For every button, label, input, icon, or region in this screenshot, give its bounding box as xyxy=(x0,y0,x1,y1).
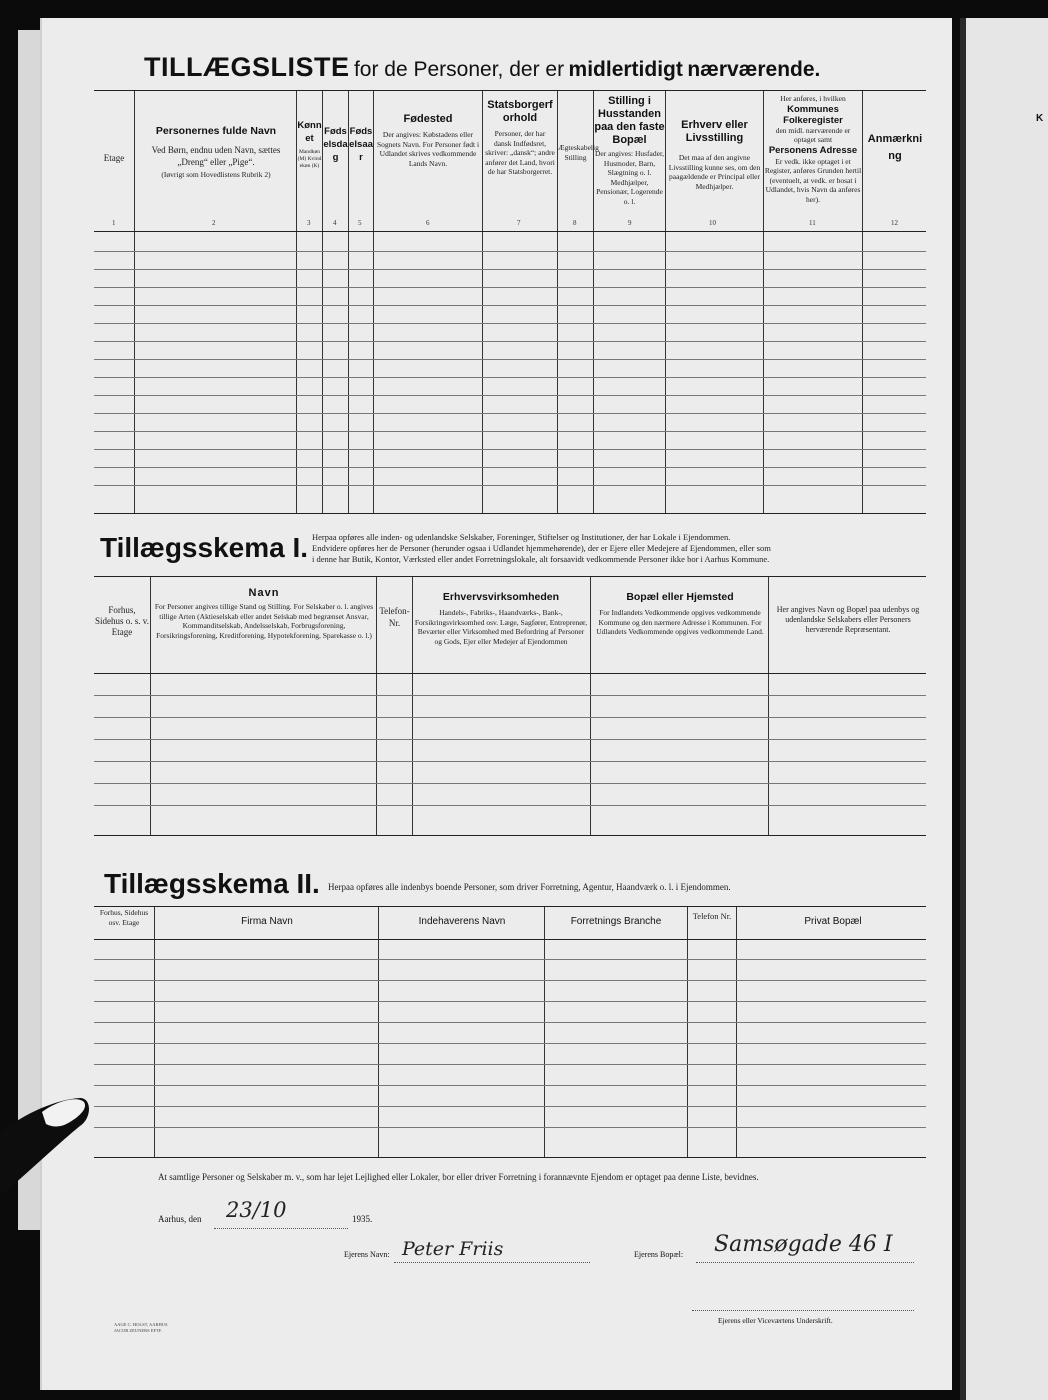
footer-statement: At samtlige Personer og Selskaber m. v., som har lejet Lejlighed eller Lokaler, bor eller driver Forretning i forannævnte Ejendom er optaget paa denne Liste, bevidnes. xyxy=(158,1172,759,1182)
owner-address-label: Ejerens Bopæl: xyxy=(634,1250,684,1259)
s1-col-erhverv xyxy=(414,591,588,646)
col-foedested xyxy=(376,113,480,168)
schema1-desc-line3: i denne har Butik, Kontor, Værksted eller andet Forretningslokale, alt forsaavidt vedkommende Personer ikke bor i Aarhus Kommune. xyxy=(312,554,770,564)
schema2-title: Tillægsskema II. xyxy=(104,868,320,899)
col-stilling-title: Stilling i Husstanden paa den faste Bopæl xyxy=(594,95,665,146)
date-line xyxy=(214,1228,348,1229)
col-number-5: 5 xyxy=(358,219,362,227)
s1-col-navn-note: For Personer angives tillige Stand og Stilling. For Selskaber o. l. angives tillige Arten (Aktieselskab eller andet Selskab med begrænset Ansvar, Kommanditselskab, Andelsselskab, Forbrugsforening, Forsikringsforening, Kreditforening, Hypotekforening, Sparekasse o. l.) xyxy=(154,602,374,640)
col-etage: Etage xyxy=(103,153,125,163)
title-word-naervaerende: nærværende. xyxy=(687,58,821,81)
signature-line xyxy=(692,1310,914,1311)
col-number-7: 7 xyxy=(517,219,521,227)
col-foedselsdag-title: Fødselsdag xyxy=(323,126,348,163)
s1-col-bopael xyxy=(594,591,766,637)
owner-address-handwriting: Samsøgade 46 I xyxy=(714,1232,893,1257)
col-number-12: 12 xyxy=(891,219,898,227)
col-stilling-note: Der angives: Husfader, Husmoder, Barn, Slægtning o. l. Medhjælper, Pensionær, Logerende o. l. xyxy=(594,149,665,206)
col-number-2: 2 xyxy=(212,219,216,227)
schema1-desc-line2: Endvidere opføres her de Personer (herunder ogsaa i Udlandet hjemmehørende), der er Ejere eller Medejere af Ejendommen, eller som xyxy=(312,543,771,553)
col-number-11: 11 xyxy=(809,219,816,227)
facing-page-letter: K xyxy=(1036,113,1044,124)
col-number-3: 3 xyxy=(307,219,311,227)
col-erhverv xyxy=(667,119,762,191)
form-page xyxy=(40,18,952,1390)
title-word-tillaegsliste: TILLÆGSLISTE xyxy=(144,52,350,82)
signature-label: Ejerens eller Viceværtens Underskrift. xyxy=(718,1316,833,1325)
col-name-note2: (Iøvrigt som Hovedlistens Rubrik 2) xyxy=(161,170,271,179)
col-aegteskabelig: Ægteskabelig Stilling xyxy=(558,143,599,162)
s2-col-etage: Forhus, Sidehus osv. Etage xyxy=(99,908,149,927)
owner-name-line xyxy=(394,1262,590,1263)
col-number-9: 9 xyxy=(628,219,632,227)
schema1-desc-line1: Herpaa opføres alle inden- og udenlandske Selskaber, Foreninger, Stiftelser og Institutioner, der har Lokale i Ejendommen. xyxy=(312,532,731,542)
s1-col-erhverv-note: Handels-, Fabriks-, Haandværks-, Bank-, Forsikringsvirksomhed osv. Læge, Sagfører, Entreprenør, Beværter eller Virksomhed med Befordring af Personer og Gods, Ejer eller Medejer af Ejendommen xyxy=(414,608,588,646)
col-stilling xyxy=(594,95,665,206)
s2-col-branche: Forretnings Branche xyxy=(570,916,662,927)
owner-address-line xyxy=(696,1262,914,1263)
s2-col-privat-bopael: Privat Bopæl xyxy=(804,916,862,927)
col-anmaerkning-title: Anmærkning xyxy=(867,133,923,162)
s2-col-indehaver: Indehaverens Navn xyxy=(418,916,506,927)
col-foedselsaar xyxy=(349,125,373,164)
date-handwriting: 23/10 xyxy=(226,1198,287,1222)
footer-city: Aarhus, den xyxy=(158,1214,202,1224)
s1-col-navn-title: Navn xyxy=(248,587,280,599)
col-kommune xyxy=(764,94,862,204)
col-kommune-mid: den midl. nærværende er optaget samt xyxy=(775,125,851,144)
s1-col-etage: Forhus, Sidehus o. s. v. Etage xyxy=(95,605,149,637)
s1-col-navn xyxy=(154,587,374,640)
col-koen-title: Kønnet xyxy=(297,120,322,144)
col-foedested-note: Der angives: Købstadens eller Sognets Navn. For Personer født i Udlandet skrives vedkommende Lands Navn. xyxy=(376,130,480,168)
col-number-10: 10 xyxy=(709,219,716,227)
owner-name-handwriting: Peter Friis xyxy=(402,1238,504,1260)
col-name xyxy=(138,125,294,180)
col-koen xyxy=(297,119,322,170)
col-statsborger xyxy=(485,99,555,177)
col-foedested-title: Fødested xyxy=(403,113,453,125)
schema1-table xyxy=(94,576,926,836)
facing-page xyxy=(960,18,1048,1400)
s1-col-telefon: Telefon-Nr. xyxy=(379,606,410,628)
col-statsborger-title: Statsborgerforhold xyxy=(487,99,553,124)
col-number-8: 8 xyxy=(573,219,577,227)
col-anmaerkning xyxy=(866,131,924,165)
owner-name-label: Ejerens Navn: xyxy=(344,1250,390,1259)
col-erhverv-title: Erhverv eller Livsstilling xyxy=(681,119,748,144)
s1-col-bopael-title: Bopæl eller Hjemsted xyxy=(626,591,734,603)
footer-year: 1935. xyxy=(352,1214,373,1224)
col-number-6: 6 xyxy=(426,219,430,227)
col-adresse-note: Er vedk. ikke optaget i et Register, anføres Grunden hertil (eventuelt, at vedk. er bosat i Udlandet, hvis Navn da anføres her). xyxy=(764,156,862,204)
schema1-title: Tillægsskema I. xyxy=(100,532,309,563)
col-number-4: 4 xyxy=(333,219,337,227)
title-word-for: for de Personer, der er xyxy=(353,58,565,81)
title-word-midlertidigt: midlertidigt xyxy=(568,58,683,81)
col-name-note: Ved Børn, endnu uden Navn, sættes „Dreng“ eller „Pige“. xyxy=(151,145,281,167)
thumb-clip-shadow xyxy=(0,1090,110,1210)
s1-col-repraesentant: Her angives Navn og Bopæl paa udenbys og udenlandske Selskabers eller Personers herværende Repræsentant. xyxy=(776,605,920,634)
col-statsborger-note: Personer, der har dansk Indfødsret, skriver: „dansk“; andre anfører det Land, hvori de har Statsborgerret. xyxy=(485,129,555,176)
s2-col-firma: Firma Navn xyxy=(241,916,293,927)
col-koen-note: Mandkøn (M) Kvindekøn (K) xyxy=(297,149,322,169)
s2-col-telefon: Telefon Nr. xyxy=(692,911,732,921)
col-foedselsdag xyxy=(323,125,348,164)
tillaegsliste-table xyxy=(94,90,926,514)
col-kommune-pre: Her anføres, i hvilken xyxy=(780,94,846,103)
schema2-table xyxy=(94,906,926,1158)
schema1-description xyxy=(312,532,932,565)
col-number-1: 1 xyxy=(112,219,116,227)
col-adresse-title: Personens Adresse xyxy=(768,144,858,156)
col-foedselsaar-title: Fødselsaar xyxy=(349,126,373,163)
printer-imprint: AAGE C. HOLST, AARHUS JACOB ZEUNERS EFTF. xyxy=(114,1322,168,1333)
col-name-title: Personernes fulde Navn xyxy=(155,125,277,137)
s1-col-erhverv-title: Erhvervsvirksomheden xyxy=(442,591,560,603)
schema2-description: Herpaa opføres alle indenbys boende Personer, som driver Forretning, Agentur, Haandværk o. l. i Ejendommen. xyxy=(328,882,731,892)
page-title xyxy=(144,52,820,83)
col-kommune-title: Kommunes Folkeregister xyxy=(783,103,843,126)
s1-col-bopael-note: For Indlandets Vedkommende opgives vedkommende Kommune og den nærmere Adresse i Kommunen. For Udlandets Vedkommende opgives vedkommende Land. xyxy=(596,608,764,636)
col-erhverv-note: Det maa af den angivne Livsstilling kunne ses, om den paagældende er Principal eller Medhjælper. xyxy=(668,153,761,191)
